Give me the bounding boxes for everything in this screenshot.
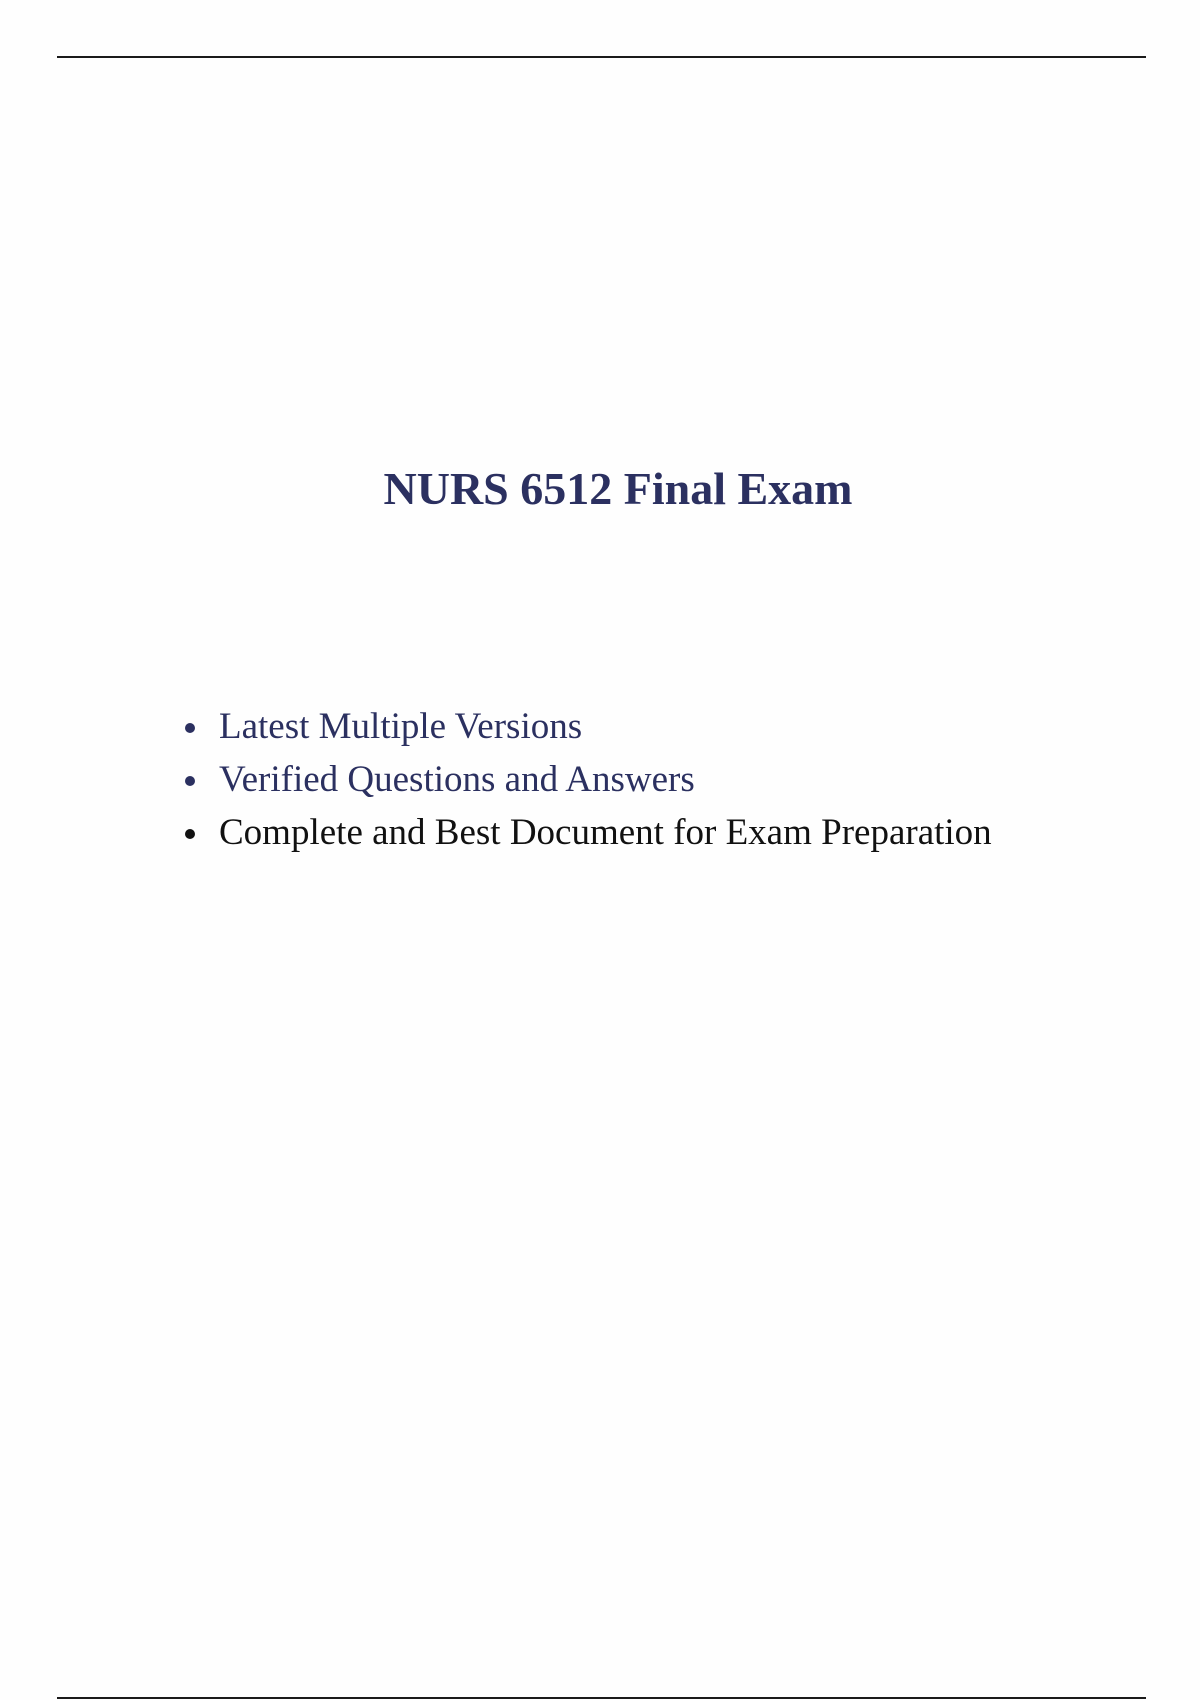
list-item-text: Latest Multiple Versions (219, 706, 583, 747)
list-item (180, 806, 992, 859)
bullet-icon (185, 723, 195, 733)
header-rule (57, 56, 1146, 58)
list-item-text: Complete and Best Document for Exam Preparation (219, 812, 992, 853)
footer-rule (57, 1697, 1146, 1699)
list-item (180, 753, 992, 806)
document-title: NURS 6512 Final Exam (383, 463, 853, 514)
list-item-text: Verified Questions and Answers (219, 759, 695, 800)
list-item (180, 700, 992, 753)
feature-list (180, 700, 992, 859)
bullet-icon (185, 829, 195, 839)
bullet-icon (185, 776, 195, 786)
